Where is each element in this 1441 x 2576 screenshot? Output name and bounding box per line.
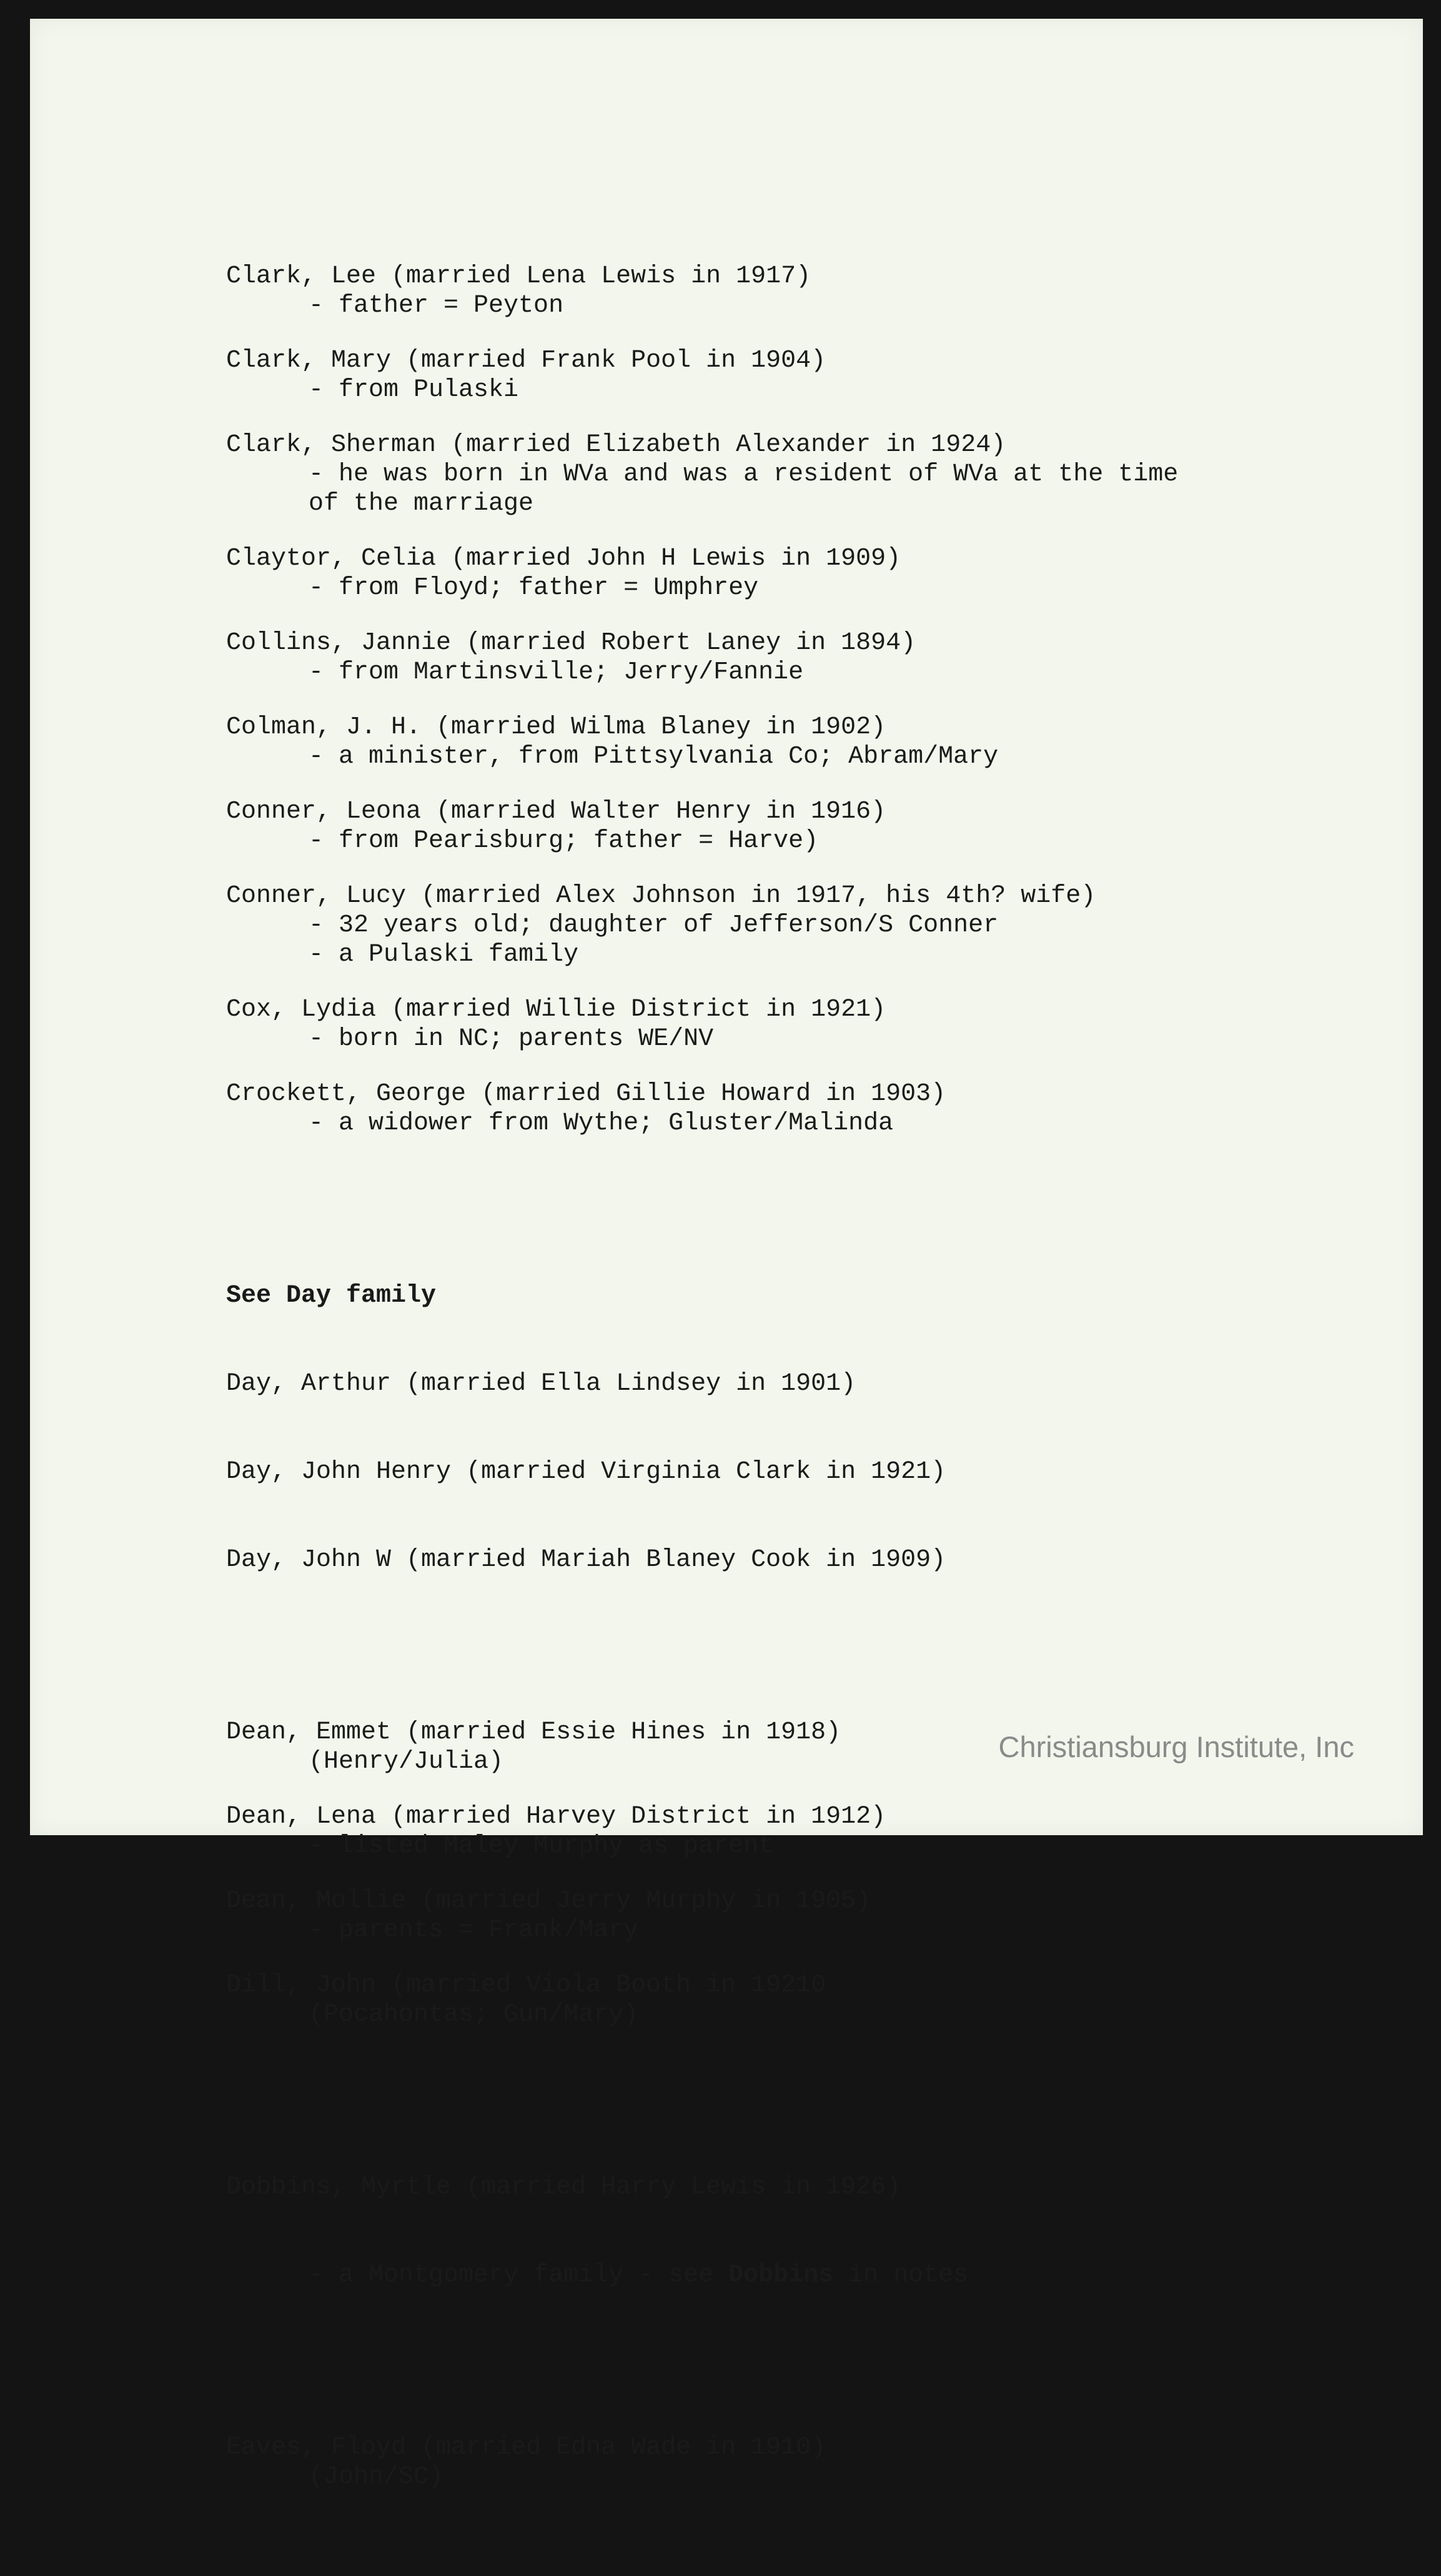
group-line: Day, John W (married Mariah Blaney Cook in 1909)	[226, 1546, 946, 1574]
entry	[226, 1886, 1350, 1945]
entry-heading: Conner, Leona (married Walter Henry in 1916)	[226, 798, 886, 826]
group-title: See Day family	[226, 1282, 437, 1310]
entry-note: - parents = Frank/Mary	[309, 1916, 639, 1944]
entry-dobbins	[226, 2114, 1350, 2349]
entry-note: (John/SC)	[309, 2463, 444, 2491]
entry-note: - listed Maley Murphy as parent	[309, 1832, 774, 1860]
genealogy-list	[226, 203, 1350, 2576]
entry-note: - a widower from Wythe; Gluster/Malinda	[309, 1109, 894, 1137]
group-line: Day, John Henry (married Virginia Clark in 1921)	[226, 1458, 946, 1486]
entry-note: - a minister, from Pittsylvania Co; Abram/Mary	[309, 743, 999, 771]
entry	[226, 1971, 1350, 2029]
entry-note: - he was born in WVa and was a resident of WVa at the time	[309, 460, 1179, 488]
entry	[226, 544, 1350, 603]
entry-heading: Clark, Mary (married Frank Pool in 1904)	[226, 347, 826, 375]
entry	[226, 346, 1350, 405]
entry	[226, 628, 1350, 687]
entry-note: - from Pearisburg; father = Harve)	[309, 827, 819, 855]
entry	[226, 262, 1350, 320]
entry	[226, 2433, 1350, 2492]
entry-heading: Eaves, Floyd (married Edna Wade in 1910)	[226, 2434, 826, 2462]
entry	[226, 1802, 1350, 1861]
entry-note: - from Pulaski	[309, 376, 519, 404]
entry-heading: Dean, Emmet (married Essie Hines in 1918)	[226, 1718, 841, 1746]
note-text: in notes	[833, 2261, 969, 2289]
entry-note: (Pocahontas; Gun/Mary)	[309, 2001, 639, 2029]
entry-heading: Clark, Sherman (married Elizabeth Alexander in 1924)	[226, 431, 1006, 459]
note-bold-text: Dobbins	[728, 2261, 834, 2289]
entry-note: - a Pulaski family	[309, 941, 579, 969]
entry-note: - father = Peyton	[309, 292, 564, 320]
entry-note: - from Martinsville; Jerry/Fannie	[309, 658, 804, 686]
document-page	[30, 19, 1423, 2491]
entry-heading: Conner, Lucy (married Alex Johnson in 1917, his 4th? wife)	[226, 882, 1096, 910]
entry	[226, 995, 1350, 1054]
entry-note	[226, 2261, 1350, 2290]
entry-note: (Henry/Julia)	[309, 1748, 504, 1776]
entry	[226, 713, 1350, 771]
entry	[226, 430, 1350, 518]
entry	[226, 881, 1350, 969]
group-line: Day, Arthur (married Ella Lindsey in 1901)	[226, 1370, 856, 1398]
entry-heading: Dean, Lena (married Harvey District in 1912)	[226, 1803, 886, 1831]
entry-heading: Claytor, Celia (married John H Lewis in 1909)	[226, 545, 901, 573]
entry-heading: Cox, Lydia (married Willie District in 1921)	[226, 996, 886, 1024]
entry-heading: Dean, Mollie (married Jerry Murphy in 1905)	[226, 1887, 871, 1915]
entry-note: - born in NC; parents WE/NV	[309, 1025, 714, 1053]
note-text: - a Montgomery family - see	[309, 2261, 729, 2289]
entry-heading: Crockett, George (married Gillie Howard in 1903)	[226, 1080, 946, 1108]
entry-note: - 32 years old; daughter of Jefferson/S Conner	[309, 911, 999, 939]
entry-heading: Dill, John (married Viola Booth in 19210	[226, 1971, 826, 1999]
watermark: Christiansburg Institute, Inc	[998, 1730, 1354, 1763]
entry-heading: Dobbins, Myrtle (married Harry Lewis in 1926)	[226, 2173, 901, 2201]
entry-note: of the marriage	[309, 490, 534, 518]
day-family-group	[226, 1222, 1350, 1633]
entry	[226, 1079, 1350, 1138]
entry-note: - from Floyd; father = Umphrey	[309, 574, 759, 602]
entry-heading: Collins, Jannie (married Robert Laney in 1894)	[226, 629, 916, 657]
entry-heading: Clark, Lee (married Lena Lewis in 1917)	[226, 262, 811, 290]
entry-heading: Colman, J. H. (married Wilma Blaney in 1902)	[226, 713, 886, 741]
entry	[226, 797, 1350, 856]
